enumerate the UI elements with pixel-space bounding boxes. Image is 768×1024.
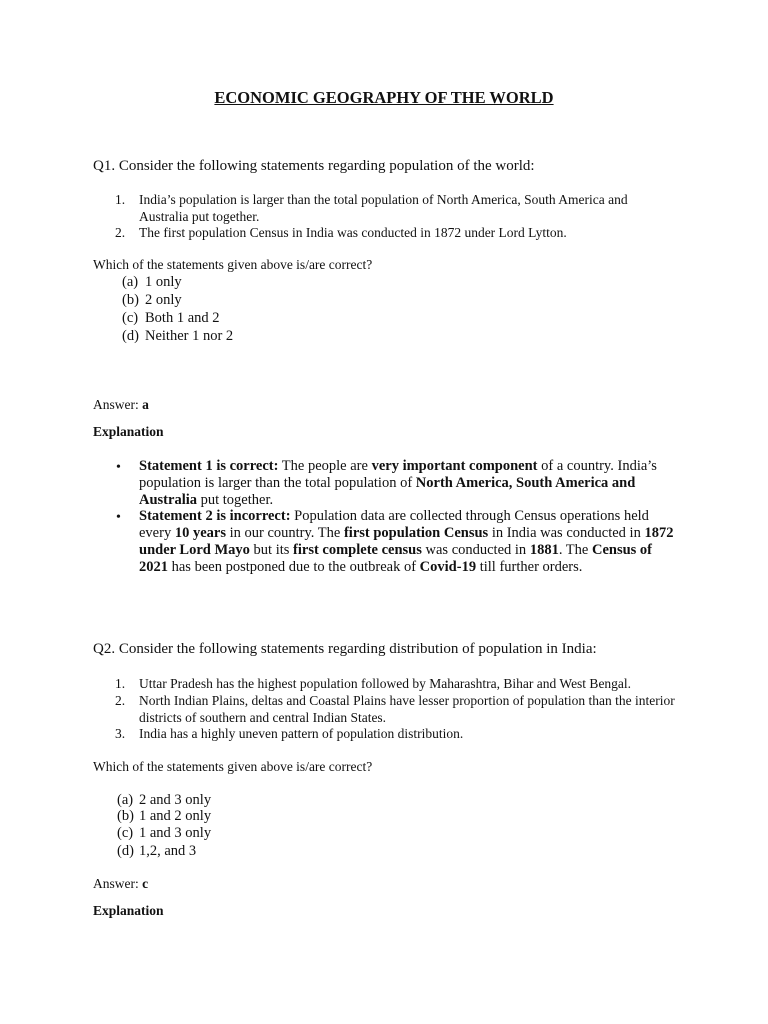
question-2: Q2. Consider the following statements regarding distribution of population in India: (93, 641, 597, 657)
bullet-icon: • (116, 510, 121, 525)
statement-number: 3. (115, 726, 126, 741)
option-label: (a) (117, 792, 134, 808)
option-text: 1 only (145, 274, 182, 290)
q1-explanation-heading: Explanation (93, 424, 164, 439)
answer-value: a (142, 397, 149, 412)
option-label: (c) (122, 310, 139, 326)
bullet-text: Statement 2 is incorrect: Population data are collected through Census operations held every 10 years in our country. The first population Census in India was conducted in 1872 under Lord Mayo but its first complete census was conducted in 1881. The Census of 2021 has been postponed due to the outbreak of Covid-19 till further orders. (139, 508, 674, 575)
page-title: ECONOMIC GEOGRAPHY OF THE WORLD (214, 88, 554, 107)
bullet-icon: • (116, 460, 121, 475)
statement-number: 1. (115, 676, 126, 691)
answer-value: c (142, 876, 149, 891)
option-label: (c) (117, 825, 134, 841)
option-text: 1 and 3 only (139, 825, 212, 841)
option-text: 1 and 2 only (139, 808, 212, 824)
q2-explanation-heading: Explanation (93, 903, 164, 918)
statement-number: 2. (115, 225, 126, 240)
bullet-text: Statement 1 is correct: The people are very important component of a country. India’s population is larger than the total population of North America, South America and Australia put together. (139, 458, 657, 508)
statement-text: The first population Census in India was conducted in 1872 under Lord Lytton. (139, 225, 567, 240)
statement-text: India’s population is larger than the total population of North America, South America and Australia put together. (139, 192, 628, 224)
option-label: (a) (122, 274, 139, 290)
statement-text: Uttar Pradesh has the highest population followed by Maharashtra, Bihar and West Bengal. (139, 676, 632, 691)
option-label: (d) (117, 843, 134, 859)
option-label: (d) (122, 328, 139, 344)
option-label: (b) (122, 292, 139, 308)
option-text: Neither 1 nor 2 (145, 328, 234, 344)
question-1: Q1. Consider the following statements regarding population of the world: (93, 158, 535, 174)
option-label: (b) (117, 808, 134, 824)
option-text: Both 1 and 2 (145, 310, 220, 326)
option-text: 1,2, and 3 (139, 843, 197, 859)
q1-which-prompt: Which of the statements given above is/are correct? (93, 257, 373, 272)
answer-label: Answer: (93, 397, 139, 412)
statement-number: 2. (115, 693, 126, 708)
q2-answer (93, 876, 148, 892)
statement-text: North Indian Plains, deltas and Coastal Plains have lesser proportion of population than the interior districts of southern and central Indian States. (139, 693, 675, 725)
option-text: 2 only (145, 292, 182, 308)
answer-label: Answer: (93, 876, 139, 891)
statement-number: 1. (115, 192, 126, 207)
statement-text: India has a highly uneven pattern of population distribution. (139, 726, 464, 741)
option-text: 2 and 3 only (139, 792, 212, 808)
q1-answer (93, 397, 149, 413)
q2-which-prompt: Which of the statements given above is/are correct? (93, 759, 373, 774)
